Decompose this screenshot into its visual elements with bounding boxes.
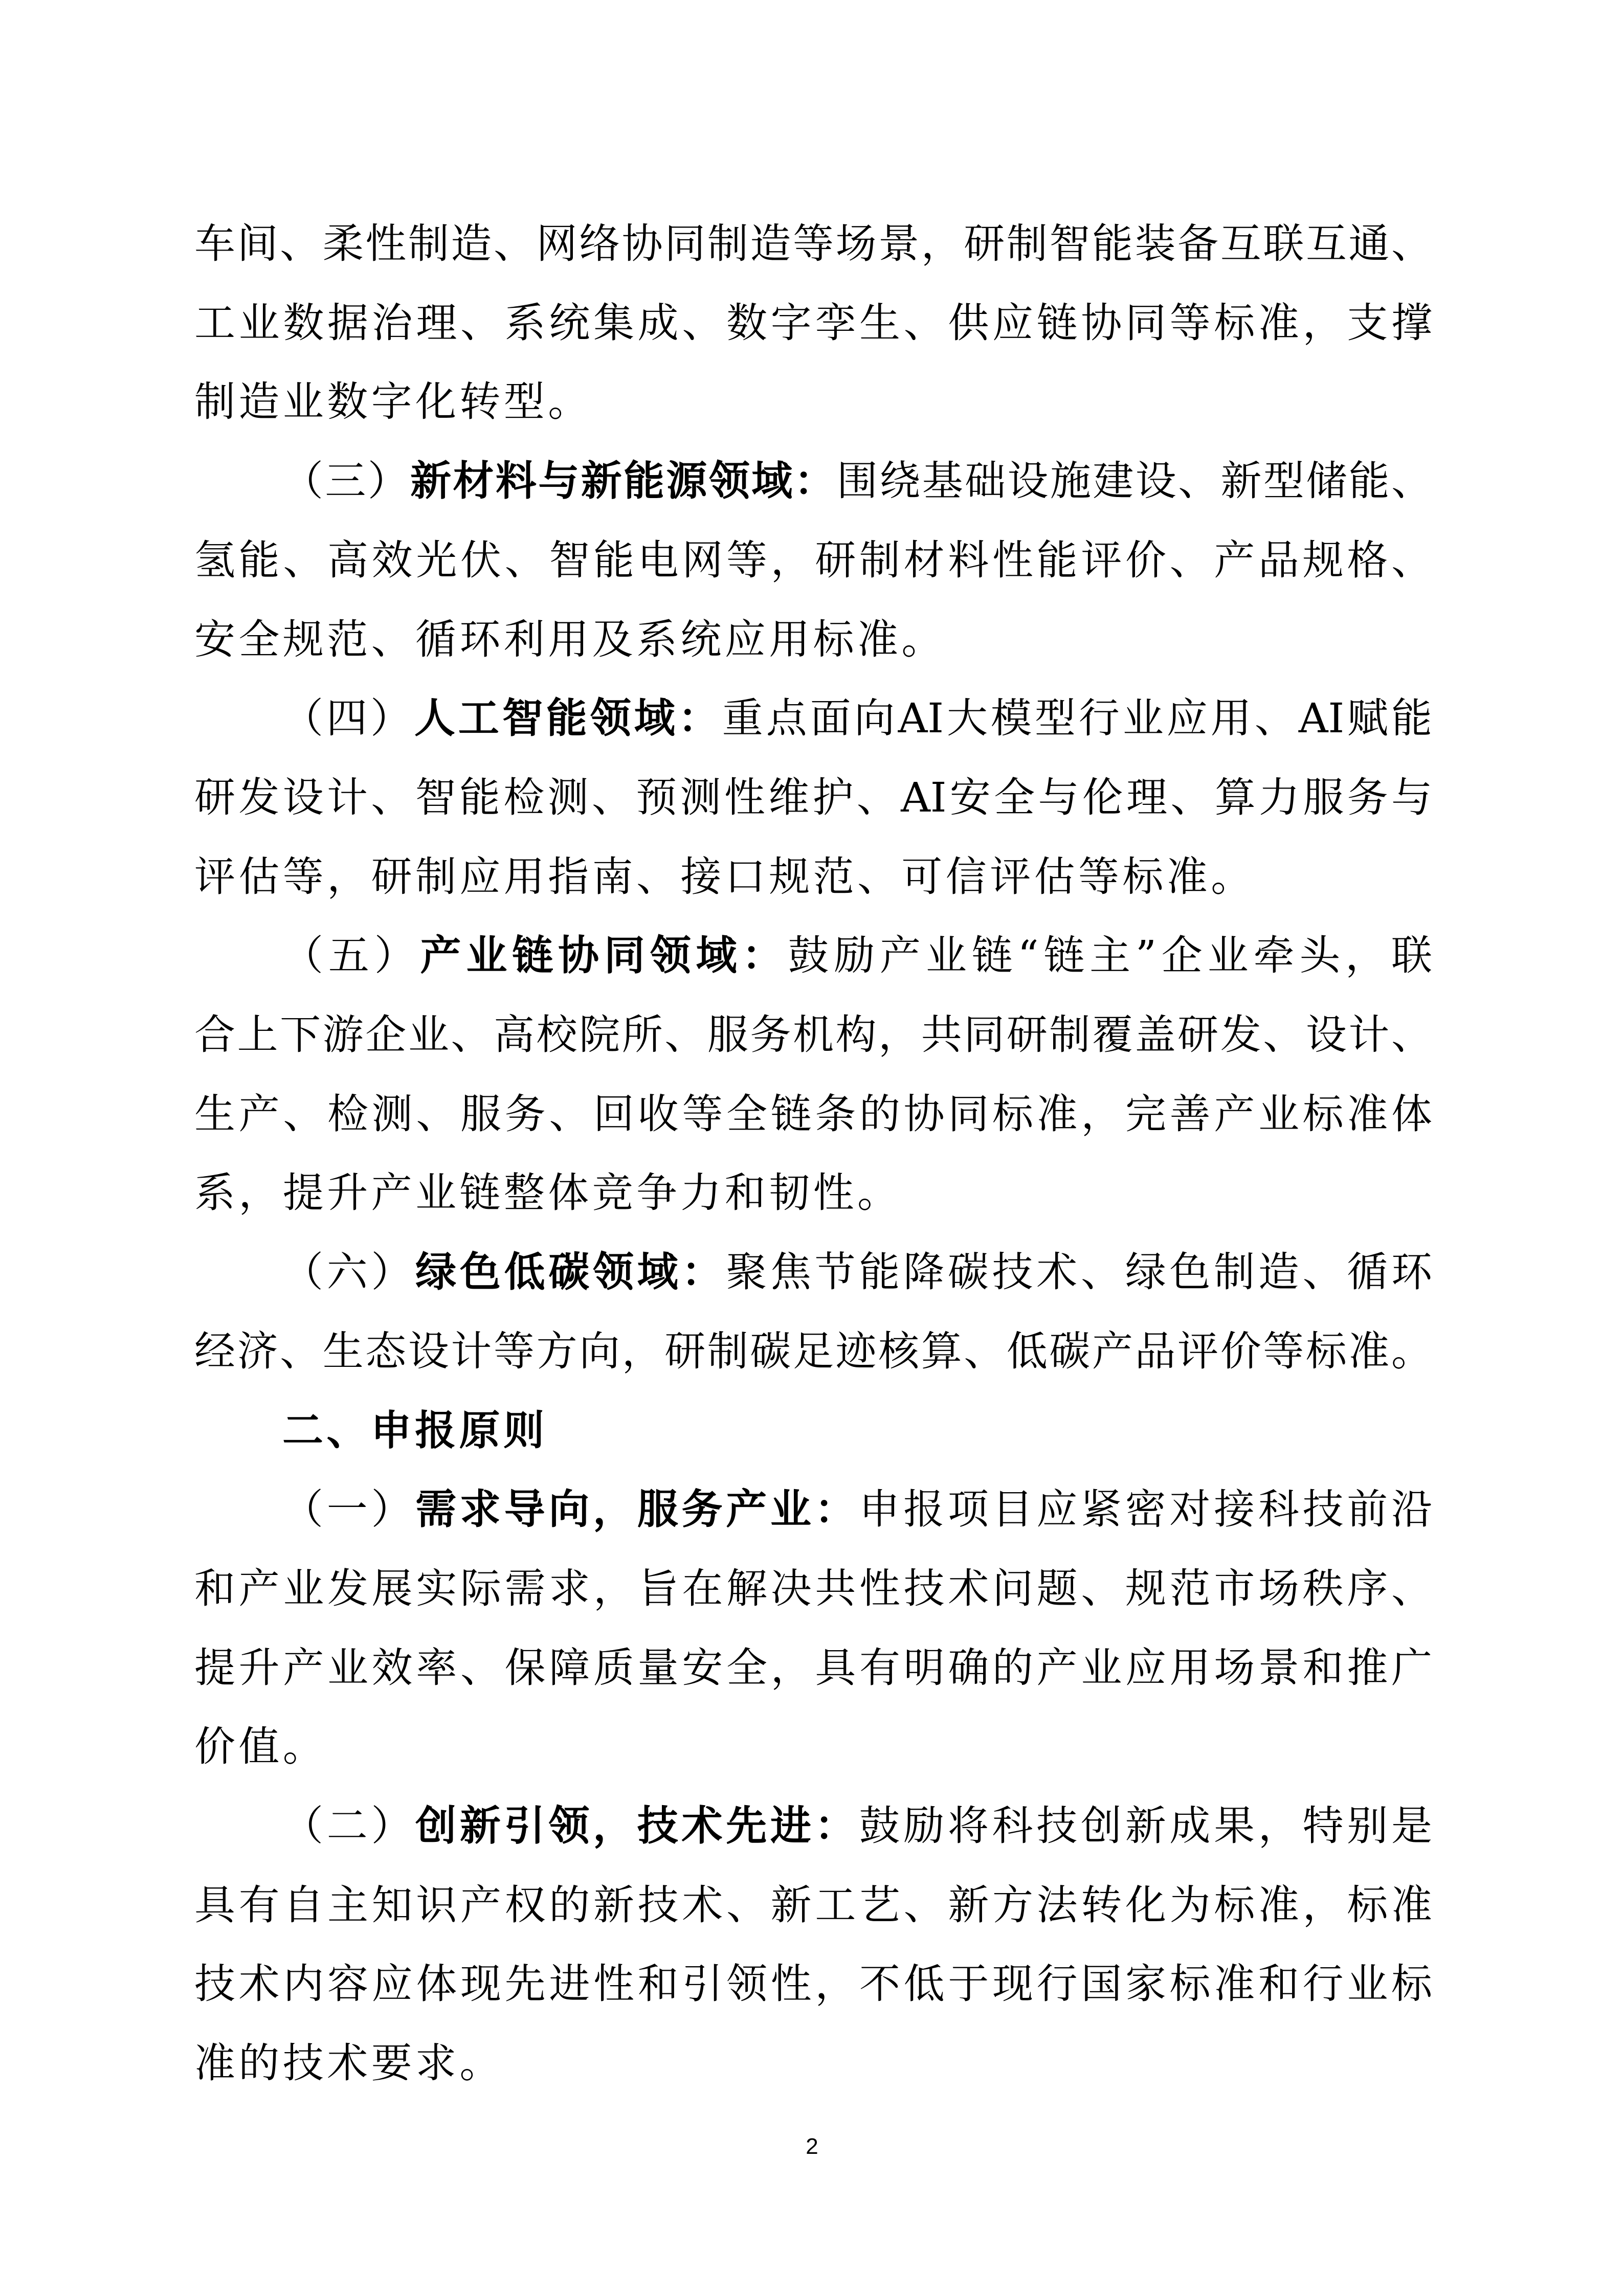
principle-demand-first-line [282, 1470, 1432, 1549]
bold-lead-new-materials: 新材料与新能源领域： [410, 457, 837, 505]
paragraph-industry-chain-first-line [282, 916, 1432, 996]
page-number: 2 [806, 2134, 818, 2159]
text-run: 申报项目应紧密对接科技前沿 [859, 1485, 1433, 1534]
bold-lead-demand: 需求导向，服务产业： [415, 1485, 859, 1534]
text-line: 安全规范、循环利用及系统应用标准。 [194, 615, 946, 663]
text-line: 氢能、高效光伏、智能电网等，研制材料性能评价、产品规格、 [194, 536, 1432, 584]
text-line: 准的技术要求。 [194, 2039, 504, 2087]
text-run: 鼓励将科技创新成果，特别是 [859, 1802, 1433, 1850]
text-line: 研发设计、智能检测、预测性维护、AI安全与伦理、算力服务与 [194, 773, 1432, 821]
bold-lead-green: 绿色低碳领域： [415, 1248, 726, 1296]
text-line: 车间、柔性制造、网络协同制造等场景，研制智能装备互联互通、 [194, 220, 1432, 267]
principle-innovation-first-line [282, 1787, 1432, 1866]
text-line: 制造业数字化转型。 [194, 378, 592, 426]
text-line: 价值。 [194, 1723, 327, 1771]
bold-lead-ai: 人工智能领域： [414, 694, 722, 742]
text-run: 重点面向AI大模型行业应用、AI赋能 [722, 694, 1433, 742]
text-run: 鼓励产业链“链主”企业牵头，联 [788, 932, 1433, 980]
text-line: 具有自主知识产权的新技术、新工艺、新方法转化为标准，标准 [194, 1881, 1432, 1929]
item-number: （四） [282, 694, 414, 742]
text-line: 工业数据治理、系统集成、数字孪生、供应链协同等标准，支撑 [194, 299, 1432, 347]
item-number: （五） [282, 932, 420, 980]
text-run: 围绕基础设施建设、新型储能、 [837, 457, 1433, 505]
paragraph-new-materials-first-line [282, 442, 1432, 521]
text-line: 生产、检测、服务、回收等全链条的协同标准，完善产业标准体 [194, 1090, 1432, 1138]
text-line: 经济、生态设计等方向，研制碳足迹核算、低碳产品评价等标准。 [194, 1327, 1432, 1375]
item-number: （三） [282, 457, 411, 505]
text-line: 技术内容应体现先进性和引领性，不低于现行国家标准和行业标 [194, 1960, 1432, 2008]
text-run: 聚焦节能降碳技术、绿色制造、循环 [726, 1248, 1433, 1296]
item-number: （二） [282, 1802, 416, 1850]
paragraph-green-first-line [282, 1233, 1432, 1312]
text-line: 系，提升产业链整体竞争力和韧性。 [194, 1169, 902, 1217]
text-line: 评估等，研制应用指南、接口规范、可信评估等标准。 [194, 852, 1255, 901]
item-number: （六） [282, 1248, 416, 1296]
bold-lead-innovation: 创新引领，技术先进： [415, 1802, 859, 1850]
text-line: 提升产业效率、保障质量安全，具有明确的产业应用场景和推广 [194, 1644, 1432, 1692]
text-line: 合上下游企业、高校院所、服务机构，共同研制覆盖研发、设计、 [194, 1011, 1432, 1059]
item-number: （一） [282, 1485, 416, 1534]
section-heading: 二、申报原则 [282, 1406, 548, 1454]
bold-lead-industry-chain: 产业链协同领域： [420, 932, 788, 980]
paragraph-ai-first-line [282, 679, 1432, 758]
text-line: 和产业发展实际需求，旨在解决共性技术问题、规范市场秩序、 [194, 1564, 1432, 1612]
